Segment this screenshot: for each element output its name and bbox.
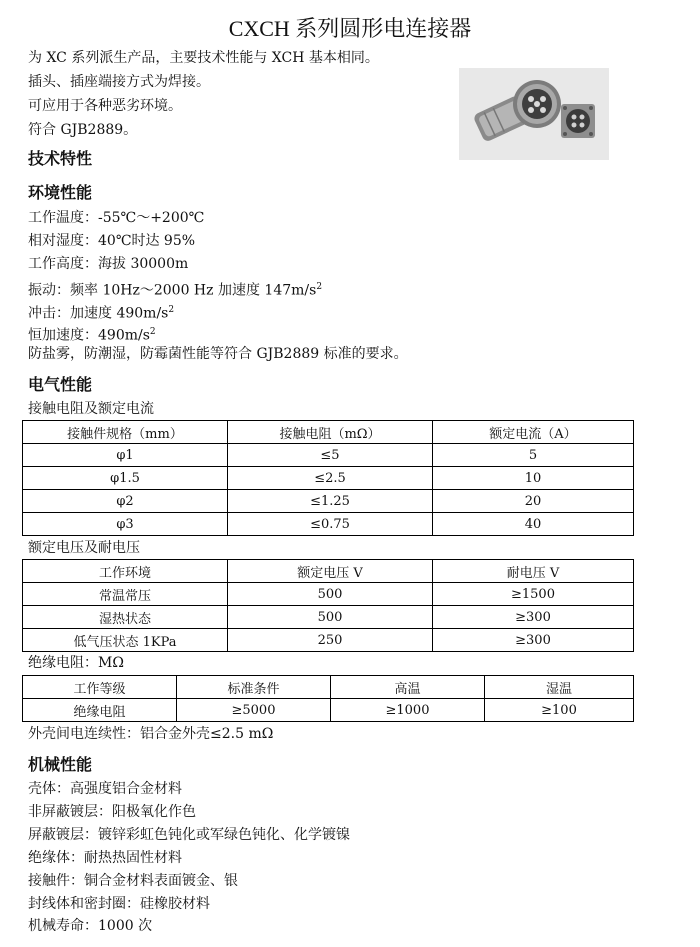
table3-caption: 绝缘电阻：MΩ [28, 655, 124, 671]
mech-line: 屏蔽镀层：镀锌彩虹色钝化或军绿色钝化、化学镀镍 [28, 827, 350, 843]
mech-line: 壳体：高强度铝合金材料 [28, 781, 182, 797]
table1-caption: 接触电阻及额定电流 [28, 401, 154, 417]
table-header: 接触电阻（mΩ） [228, 421, 433, 444]
table-header: 高温 [331, 676, 485, 699]
table-row [23, 490, 634, 513]
heading-elec: 电气性能 [28, 375, 93, 394]
table-header: 耐电压 V [433, 560, 634, 583]
table-cell: φ1.5 [23, 467, 228, 490]
insulation-table [22, 675, 634, 722]
heading-tech: 技术特性 [28, 149, 93, 168]
intro-line: 插头、插座端接方式为焊接。 [28, 74, 210, 90]
table-cell: ≥300 [433, 629, 634, 652]
shell-continuity: 外壳间电连续性：铝合金外壳≤2.5 mΩ [28, 726, 274, 742]
table-cell: 20 [433, 490, 634, 513]
table-row [23, 606, 634, 629]
table-cell: φ1 [23, 444, 228, 467]
table-cell: ≥1000 [331, 699, 485, 722]
table-header-row [23, 676, 634, 699]
table-cell: 常温常压 [23, 583, 228, 606]
heading-env: 环境性能 [28, 183, 93, 202]
table-header-row [23, 421, 634, 444]
table-cell: 低气压状态 1KPa [23, 629, 228, 652]
table-cell: 500 [228, 606, 433, 629]
table-cell: ≥1500 [433, 583, 634, 606]
table-header: 额定电压 V [228, 560, 433, 583]
mech-line: 机械寿命：1000 次 [28, 918, 153, 934]
table-cell: ≥300 [433, 606, 634, 629]
intro-line: 可应用于各种恶劣环境。 [28, 98, 182, 114]
table-row [23, 583, 634, 606]
table-cell: ≥100 [485, 699, 634, 722]
table-header: 工作环境 [23, 560, 228, 583]
table-cell: ≤1.25 [228, 490, 433, 513]
table-header: 接触件规格（mm） [23, 421, 228, 444]
table-cell: 500 [228, 583, 433, 606]
env-temp: 工作温度：-55℃～+200℃ [28, 210, 205, 226]
table-row [23, 467, 634, 490]
table-row [23, 513, 634, 536]
mech-line: 封线体和密封圈：硅橡胶材料 [28, 896, 210, 912]
heading-mech: 机械性能 [28, 755, 93, 774]
table-cell: 湿热状态 [23, 606, 228, 629]
voltage-table [22, 559, 634, 652]
contact-resistance-table [22, 420, 634, 536]
table-cell: 250 [228, 629, 433, 652]
mech-line: 非屏蔽镀层：阳极氧化作色 [28, 804, 196, 820]
mech-line: 绝缘体：耐热热固性材料 [28, 850, 182, 866]
table-cell: ≥5000 [177, 699, 331, 722]
env-altitude: 工作高度：海拔 30000m [28, 256, 189, 272]
table-header: 额定电流（A） [433, 421, 634, 444]
page-title: CXCH 系列圆形电连接器 [228, 16, 472, 41]
table-header: 湿温 [485, 676, 634, 699]
env-vibration: 振动：频率 10Hz～2000 Hz 加速度 $147m/s^2$ [28, 282, 323, 299]
table-row [23, 444, 634, 467]
table-cell: 绝缘电阻 [23, 699, 177, 722]
table-cell: ≤2.5 [228, 467, 433, 490]
table-cell: 40 [433, 513, 634, 536]
mech-line: 接触件：铜合金材料表面镀金、银 [28, 873, 238, 889]
table-header: 标准条件 [177, 676, 331, 699]
table-row [23, 699, 634, 722]
env-shock: 冲击：加速度 $490m/s^2$ [28, 305, 175, 322]
table-cell: φ2 [23, 490, 228, 513]
table-cell: φ3 [23, 513, 228, 536]
env-salt: 防盐雾，防潮湿，防霉菌性能等符合 GJB2889 标准的要求。 [28, 346, 408, 362]
connector-product-photo [459, 68, 609, 160]
intro-line: 符合 GJB2889。 [28, 122, 138, 138]
table-cell: ≤5 [228, 444, 433, 467]
table-cell: 10 [433, 467, 634, 490]
table-header: 工作等级 [23, 676, 177, 699]
table-row [23, 629, 634, 652]
table-cell: 5 [433, 444, 634, 467]
env-humidity: 相对湿度：40℃时达 95% [28, 233, 196, 249]
intro-line: 为 XC 系列派生产品，主要技术性能与 XCH 基本相同。 [28, 50, 379, 66]
env-accel: 恒加速度：$490m/s^2$ [28, 327, 156, 344]
table-cell: ≤0.75 [228, 513, 433, 536]
table-header-row [23, 560, 634, 583]
table2-caption: 额定电压及耐电压 [28, 540, 140, 556]
